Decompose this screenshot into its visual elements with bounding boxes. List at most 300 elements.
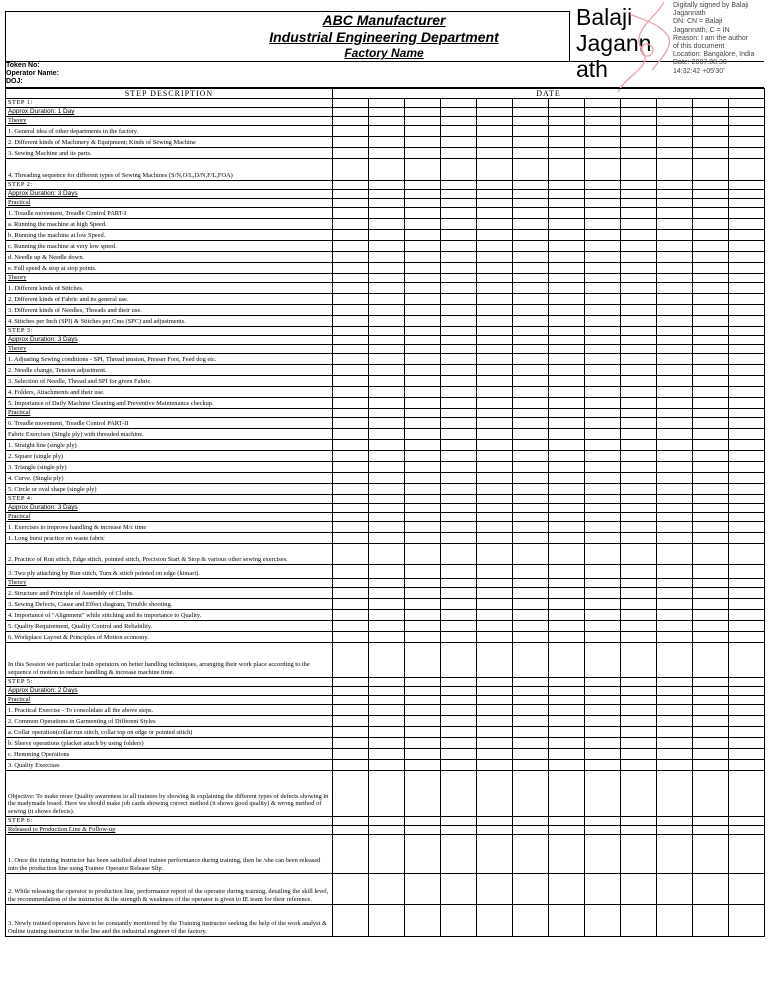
date-cell[interactable]: [729, 835, 765, 874]
date-cell[interactable]: [369, 190, 405, 199]
date-cell[interactable]: [333, 208, 369, 219]
date-cell[interactable]: [549, 632, 585, 643]
date-cell[interactable]: [405, 354, 441, 365]
date-cell[interactable]: [621, 905, 657, 937]
date-cell[interactable]: [585, 263, 621, 274]
date-cell[interactable]: [441, 760, 477, 771]
date-cell[interactable]: [549, 727, 585, 738]
date-cell[interactable]: [333, 533, 369, 544]
date-cell[interactable]: [333, 345, 369, 354]
date-cell[interactable]: [441, 749, 477, 760]
date-cell[interactable]: [441, 199, 477, 208]
date-cell[interactable]: [549, 387, 585, 398]
date-cell[interactable]: [621, 137, 657, 148]
date-cell[interactable]: [657, 398, 693, 409]
date-cell[interactable]: [441, 544, 477, 565]
date-cell[interactable]: [693, 365, 729, 376]
date-cell[interactable]: [477, 354, 513, 365]
date-cell[interactable]: [369, 230, 405, 241]
date-cell[interactable]: [333, 760, 369, 771]
date-cell[interactable]: [657, 462, 693, 473]
date-cell[interactable]: [549, 621, 585, 632]
date-cell[interactable]: [657, 219, 693, 230]
date-cell[interactable]: [333, 826, 369, 835]
date-cell[interactable]: [693, 513, 729, 522]
date-cell[interactable]: [513, 181, 549, 190]
date-cell[interactable]: [657, 208, 693, 219]
date-cell[interactable]: [585, 283, 621, 294]
date-cell[interactable]: [405, 632, 441, 643]
date-cell[interactable]: [333, 544, 369, 565]
date-cell[interactable]: [657, 99, 693, 108]
date-cell[interactable]: [513, 473, 549, 484]
date-cell[interactable]: [405, 274, 441, 283]
date-cell[interactable]: [369, 327, 405, 336]
date-cell[interactable]: [513, 108, 549, 117]
date-cell[interactable]: [693, 376, 729, 387]
date-cell[interactable]: [477, 199, 513, 208]
date-cell[interactable]: [513, 749, 549, 760]
date-cell[interactable]: [549, 533, 585, 544]
date-cell[interactable]: [621, 208, 657, 219]
date-cell[interactable]: [369, 387, 405, 398]
date-cell[interactable]: [441, 345, 477, 354]
date-cell[interactable]: [477, 513, 513, 522]
date-cell[interactable]: [369, 283, 405, 294]
date-cell[interactable]: [657, 241, 693, 252]
date-cell[interactable]: [729, 522, 765, 533]
date-cell[interactable]: [693, 905, 729, 937]
date-cell[interactable]: [585, 429, 621, 440]
date-cell[interactable]: [513, 294, 549, 305]
date-cell[interactable]: [333, 117, 369, 126]
date-cell[interactable]: [369, 533, 405, 544]
date-cell[interactable]: [621, 565, 657, 579]
date-cell[interactable]: [333, 513, 369, 522]
date-cell[interactable]: [477, 678, 513, 687]
date-cell[interactable]: [441, 316, 477, 327]
date-cell[interactable]: [369, 108, 405, 117]
date-cell[interactable]: [333, 621, 369, 632]
date-cell[interactable]: [369, 835, 405, 874]
date-cell[interactable]: [441, 376, 477, 387]
date-cell[interactable]: [729, 905, 765, 937]
date-cell[interactable]: [441, 513, 477, 522]
date-cell[interactable]: [693, 495, 729, 504]
date-cell[interactable]: [585, 305, 621, 316]
date-cell[interactable]: [729, 632, 765, 643]
date-cell[interactable]: [549, 181, 585, 190]
date-cell[interactable]: [729, 749, 765, 760]
date-cell[interactable]: [621, 316, 657, 327]
date-cell[interactable]: [477, 462, 513, 473]
date-cell[interactable]: [333, 137, 369, 148]
date-cell[interactable]: [549, 588, 585, 599]
date-cell[interactable]: [369, 678, 405, 687]
date-cell[interactable]: [693, 283, 729, 294]
date-cell[interactable]: [369, 727, 405, 738]
date-cell[interactable]: [549, 874, 585, 905]
date-cell[interactable]: [693, 462, 729, 473]
date-cell[interactable]: [693, 760, 729, 771]
date-cell[interactable]: [621, 181, 657, 190]
date-cell[interactable]: [513, 327, 549, 336]
date-cell[interactable]: [657, 687, 693, 696]
date-cell[interactable]: [333, 579, 369, 588]
date-cell[interactable]: [657, 495, 693, 504]
date-cell[interactable]: [369, 687, 405, 696]
date-cell[interactable]: [441, 727, 477, 738]
date-cell[interactable]: [477, 643, 513, 678]
date-cell[interactable]: [333, 771, 369, 817]
date-cell[interactable]: [333, 305, 369, 316]
date-cell[interactable]: [405, 263, 441, 274]
date-cell[interactable]: [369, 716, 405, 727]
date-cell[interactable]: [405, 252, 441, 263]
date-cell[interactable]: [657, 760, 693, 771]
date-cell[interactable]: [405, 716, 441, 727]
date-cell[interactable]: [405, 462, 441, 473]
date-cell[interactable]: [585, 137, 621, 148]
date-cell[interactable]: [405, 727, 441, 738]
date-cell[interactable]: [729, 398, 765, 409]
date-cell[interactable]: [549, 738, 585, 749]
date-cell[interactable]: [549, 544, 585, 565]
date-cell[interactable]: [441, 137, 477, 148]
date-cell[interactable]: [549, 705, 585, 716]
date-cell[interactable]: [369, 418, 405, 429]
date-cell[interactable]: [549, 190, 585, 199]
date-cell[interactable]: [693, 727, 729, 738]
date-cell[interactable]: [585, 126, 621, 137]
date-cell[interactable]: [549, 760, 585, 771]
date-cell[interactable]: [693, 599, 729, 610]
date-cell[interactable]: [369, 274, 405, 283]
date-cell[interactable]: [549, 462, 585, 473]
date-cell[interactable]: [621, 219, 657, 230]
date-cell[interactable]: [405, 159, 441, 181]
date-cell[interactable]: [513, 905, 549, 937]
date-cell[interactable]: [657, 643, 693, 678]
date-cell[interactable]: [621, 473, 657, 484]
date-cell[interactable]: [513, 565, 549, 579]
date-cell[interactable]: [729, 678, 765, 687]
date-cell[interactable]: [549, 484, 585, 495]
date-cell[interactable]: [441, 462, 477, 473]
date-cell[interactable]: [729, 533, 765, 544]
date-cell[interactable]: [477, 533, 513, 544]
date-cell[interactable]: [513, 418, 549, 429]
date-cell[interactable]: [513, 190, 549, 199]
date-cell[interactable]: [405, 398, 441, 409]
date-cell[interactable]: [477, 440, 513, 451]
date-cell[interactable]: [621, 705, 657, 716]
date-cell[interactable]: [549, 305, 585, 316]
date-cell[interactable]: [693, 336, 729, 345]
date-cell[interactable]: [369, 126, 405, 137]
date-cell[interactable]: [549, 817, 585, 826]
date-cell[interactable]: [657, 126, 693, 137]
date-cell[interactable]: [585, 687, 621, 696]
date-cell[interactable]: [369, 643, 405, 678]
date-cell[interactable]: [729, 579, 765, 588]
date-cell[interactable]: [333, 99, 369, 108]
date-cell[interactable]: [441, 826, 477, 835]
date-cell[interactable]: [369, 874, 405, 905]
date-cell[interactable]: [621, 354, 657, 365]
date-cell[interactable]: [729, 504, 765, 513]
date-cell[interactable]: [549, 473, 585, 484]
date-cell[interactable]: [729, 316, 765, 327]
date-cell[interactable]: [441, 108, 477, 117]
date-cell[interactable]: [441, 621, 477, 632]
date-cell[interactable]: [405, 451, 441, 462]
date-cell[interactable]: [405, 241, 441, 252]
date-cell[interactable]: [585, 716, 621, 727]
date-cell[interactable]: [333, 148, 369, 159]
date-cell[interactable]: [477, 137, 513, 148]
date-cell[interactable]: [585, 522, 621, 533]
date-cell[interactable]: [729, 513, 765, 522]
date-cell[interactable]: [477, 345, 513, 354]
date-cell[interactable]: [657, 429, 693, 440]
date-cell[interactable]: [693, 241, 729, 252]
date-cell[interactable]: [549, 283, 585, 294]
date-cell[interactable]: [729, 760, 765, 771]
date-cell[interactable]: [405, 418, 441, 429]
date-cell[interactable]: [621, 387, 657, 398]
date-cell[interactable]: [333, 294, 369, 305]
date-cell[interactable]: [405, 504, 441, 513]
date-cell[interactable]: [477, 565, 513, 579]
date-cell[interactable]: [549, 219, 585, 230]
date-cell[interactable]: [333, 643, 369, 678]
date-cell[interactable]: [333, 283, 369, 294]
date-cell[interactable]: [513, 760, 549, 771]
date-cell[interactable]: [549, 345, 585, 354]
date-cell[interactable]: [729, 462, 765, 473]
date-cell[interactable]: [477, 263, 513, 274]
date-cell[interactable]: [477, 418, 513, 429]
date-cell[interactable]: [729, 327, 765, 336]
date-cell[interactable]: [729, 696, 765, 705]
date-cell[interactable]: [513, 440, 549, 451]
date-cell[interactable]: [513, 513, 549, 522]
date-cell[interactable]: [693, 544, 729, 565]
date-cell[interactable]: [441, 117, 477, 126]
date-cell[interactable]: [513, 610, 549, 621]
date-cell[interactable]: [657, 316, 693, 327]
date-cell[interactable]: [513, 727, 549, 738]
date-cell[interactable]: [477, 274, 513, 283]
date-cell[interactable]: [513, 632, 549, 643]
date-cell[interactable]: [513, 376, 549, 387]
date-cell[interactable]: [333, 610, 369, 621]
date-cell[interactable]: [441, 905, 477, 937]
date-cell[interactable]: [657, 418, 693, 429]
date-cell[interactable]: [405, 327, 441, 336]
date-cell[interactable]: [369, 504, 405, 513]
date-cell[interactable]: [477, 579, 513, 588]
date-cell[interactable]: [729, 137, 765, 148]
date-cell[interactable]: [729, 727, 765, 738]
date-cell[interactable]: [477, 544, 513, 565]
date-cell[interactable]: [441, 632, 477, 643]
date-cell[interactable]: [369, 316, 405, 327]
date-cell[interactable]: [621, 327, 657, 336]
date-cell[interactable]: [621, 727, 657, 738]
date-cell[interactable]: [621, 148, 657, 159]
date-cell[interactable]: [621, 749, 657, 760]
date-cell[interactable]: [477, 252, 513, 263]
date-cell[interactable]: [405, 544, 441, 565]
date-cell[interactable]: [369, 219, 405, 230]
date-cell[interactable]: [621, 99, 657, 108]
date-cell[interactable]: [405, 473, 441, 484]
date-cell[interactable]: [729, 771, 765, 817]
date-cell[interactable]: [477, 760, 513, 771]
date-cell[interactable]: [729, 687, 765, 696]
date-cell[interactable]: [441, 336, 477, 345]
date-cell[interactable]: [693, 716, 729, 727]
date-cell[interactable]: [657, 522, 693, 533]
date-cell[interactable]: [657, 473, 693, 484]
date-cell[interactable]: [405, 230, 441, 241]
date-cell[interactable]: [477, 181, 513, 190]
date-cell[interactable]: [729, 126, 765, 137]
date-cell[interactable]: [729, 716, 765, 727]
date-cell[interactable]: [369, 817, 405, 826]
date-cell[interactable]: [333, 738, 369, 749]
date-cell[interactable]: [585, 771, 621, 817]
date-cell[interactable]: [657, 835, 693, 874]
date-cell[interactable]: [657, 599, 693, 610]
date-cell[interactable]: [621, 409, 657, 418]
date-cell[interactable]: [333, 387, 369, 398]
date-cell[interactable]: [621, 760, 657, 771]
date-cell[interactable]: [333, 376, 369, 387]
date-cell[interactable]: [693, 473, 729, 484]
date-cell[interactable]: [621, 429, 657, 440]
date-cell[interactable]: [729, 345, 765, 354]
date-cell[interactable]: [477, 108, 513, 117]
date-cell[interactable]: [549, 316, 585, 327]
date-cell[interactable]: [729, 565, 765, 579]
date-cell[interactable]: [333, 365, 369, 376]
date-cell[interactable]: [405, 643, 441, 678]
date-cell[interactable]: [477, 376, 513, 387]
date-cell[interactable]: [405, 738, 441, 749]
date-cell[interactable]: [477, 874, 513, 905]
date-cell[interactable]: [513, 117, 549, 126]
date-cell[interactable]: [333, 409, 369, 418]
date-cell[interactable]: [405, 610, 441, 621]
date-cell[interactable]: [477, 365, 513, 376]
date-cell[interactable]: [585, 208, 621, 219]
date-cell[interactable]: [585, 451, 621, 462]
date-cell[interactable]: [369, 632, 405, 643]
date-cell[interactable]: [333, 252, 369, 263]
date-cell[interactable]: [369, 336, 405, 345]
date-cell[interactable]: [441, 283, 477, 294]
date-cell[interactable]: [693, 159, 729, 181]
date-cell[interactable]: [657, 305, 693, 316]
date-cell[interactable]: [333, 905, 369, 937]
date-cell[interactable]: [333, 274, 369, 283]
date-cell[interactable]: [369, 181, 405, 190]
date-cell[interactable]: [693, 705, 729, 716]
date-cell[interactable]: [585, 760, 621, 771]
date-cell[interactable]: [405, 190, 441, 199]
date-cell[interactable]: [585, 336, 621, 345]
date-cell[interactable]: [585, 108, 621, 117]
date-cell[interactable]: [441, 599, 477, 610]
date-cell[interactable]: [477, 387, 513, 398]
date-cell[interactable]: [513, 533, 549, 544]
date-cell[interactable]: [513, 462, 549, 473]
date-cell[interactable]: [477, 835, 513, 874]
date-cell[interactable]: [693, 738, 729, 749]
date-cell[interactable]: [657, 190, 693, 199]
date-cell[interactable]: [513, 230, 549, 241]
date-cell[interactable]: [441, 451, 477, 462]
date-cell[interactable]: [657, 159, 693, 181]
date-cell[interactable]: [513, 365, 549, 376]
date-cell[interactable]: [657, 533, 693, 544]
date-cell[interactable]: [693, 610, 729, 621]
date-cell[interactable]: [549, 148, 585, 159]
date-cell[interactable]: [477, 621, 513, 632]
date-cell[interactable]: [729, 159, 765, 181]
date-cell[interactable]: [585, 294, 621, 305]
date-cell[interactable]: [693, 522, 729, 533]
date-cell[interactable]: [621, 294, 657, 305]
date-cell[interactable]: [333, 565, 369, 579]
date-cell[interactable]: [693, 219, 729, 230]
date-cell[interactable]: [477, 219, 513, 230]
date-cell[interactable]: [441, 522, 477, 533]
date-cell[interactable]: [657, 874, 693, 905]
date-cell[interactable]: [621, 632, 657, 643]
date-cell[interactable]: [693, 126, 729, 137]
date-cell[interactable]: [441, 252, 477, 263]
date-cell[interactable]: [729, 241, 765, 252]
date-cell[interactable]: [693, 451, 729, 462]
date-cell[interactable]: [729, 544, 765, 565]
date-cell[interactable]: [513, 643, 549, 678]
date-cell[interactable]: [513, 599, 549, 610]
date-cell[interactable]: [729, 181, 765, 190]
date-cell[interactable]: [657, 181, 693, 190]
date-cell[interactable]: [693, 418, 729, 429]
date-cell[interactable]: [585, 473, 621, 484]
date-cell[interactable]: [513, 148, 549, 159]
date-cell[interactable]: [333, 462, 369, 473]
date-cell[interactable]: [657, 376, 693, 387]
date-cell[interactable]: [549, 126, 585, 137]
date-cell[interactable]: [693, 678, 729, 687]
date-cell[interactable]: [729, 108, 765, 117]
date-cell[interactable]: [369, 599, 405, 610]
date-cell[interactable]: [441, 565, 477, 579]
date-cell[interactable]: [513, 579, 549, 588]
date-cell[interactable]: [549, 137, 585, 148]
date-cell[interactable]: [693, 579, 729, 588]
date-cell[interactable]: [657, 327, 693, 336]
date-cell[interactable]: [621, 544, 657, 565]
date-cell[interactable]: [657, 283, 693, 294]
date-cell[interactable]: [405, 108, 441, 117]
